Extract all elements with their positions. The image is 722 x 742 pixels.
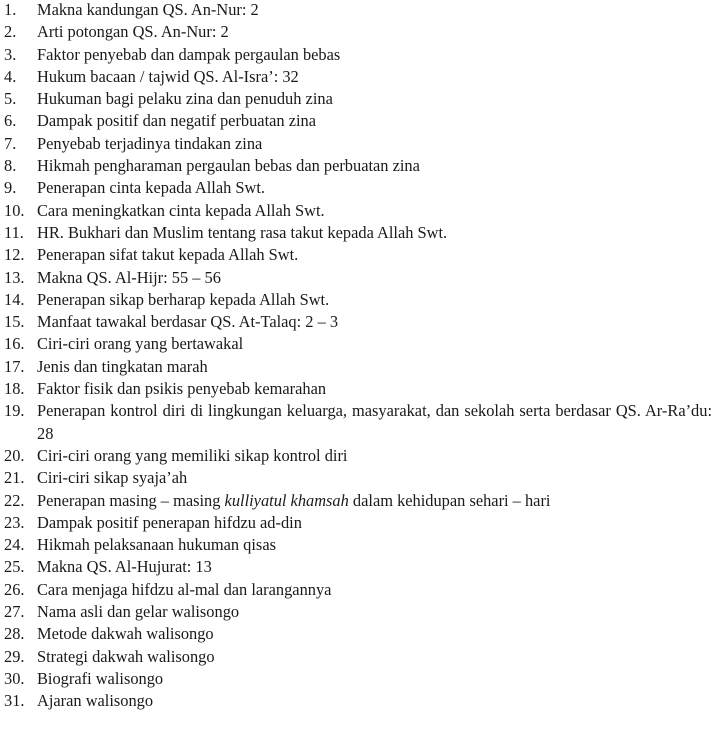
item-number: 15. [4, 312, 25, 332]
item-number: 2. [4, 22, 17, 42]
list-item [0, 467, 722, 489]
item-number: 22. [4, 490, 25, 510]
item-number: 29. [4, 646, 25, 666]
item-text: Biografi walisongo [37, 668, 164, 688]
item-text: Makna QS. Al-Hijr: 55 – 56 [37, 267, 221, 287]
list-item [0, 66, 722, 88]
list-item [0, 133, 722, 155]
list-item [0, 512, 722, 534]
item-text: Penerapan sifat takut kepada Allah Swt. [37, 245, 299, 265]
item-text-italic: kulliyatul khamsah [224, 490, 349, 510]
item-number: 20. [4, 445, 25, 465]
item-number: 28. [4, 624, 25, 644]
item-number: 16. [4, 334, 25, 354]
item-text: Manfaat tawakal berdasar QS. At-Talaq: 2 – 3 [37, 312, 339, 332]
item-text: Penyebab terjadinya tindakan zina [37, 133, 263, 153]
item-number: 8. [4, 156, 17, 176]
list-item [0, 222, 722, 244]
item-text: Cara meningkatkan cinta kepada Allah Swt. [37, 200, 325, 220]
item-number: 30. [4, 668, 25, 688]
item-number: 7. [4, 133, 17, 153]
item-number: 12. [4, 245, 25, 265]
list-item [0, 356, 722, 378]
item-text: Makna QS. Al-Hujurat: 13 [37, 557, 212, 577]
item-number: 9. [4, 178, 17, 198]
item-text: Hukum bacaan / tajwid QS. Al-Isra’: 32 [37, 66, 299, 86]
item-text: Ajaran walisongo [37, 691, 154, 711]
list-item [0, 311, 722, 333]
item-text: Strategi dakwah walisongo [37, 646, 215, 666]
item-number: 18. [4, 379, 25, 399]
item-text: Metode dakwah walisongo [37, 624, 214, 644]
list-item [0, 21, 722, 43]
item-number: 10. [4, 200, 25, 220]
item-text: Nama asli dan gelar walisongo [37, 602, 240, 622]
item-number: 6. [4, 111, 17, 131]
list-item [0, 44, 722, 66]
item-number: 21. [4, 468, 25, 488]
item-text: Penerapan kontrol diri di lingkungan keluarga, masyarakat, dan sekolah serta berdasar QS. Ar-Ra’du: 28 [37, 401, 712, 443]
list-item [0, 623, 722, 645]
list-item [0, 400, 722, 445]
list-item [0, 445, 722, 467]
item-text: Faktor fisik dan psikis penyebab kemarahan [37, 379, 327, 399]
list-item [0, 668, 722, 690]
item-number: 31. [4, 691, 25, 711]
list-item [0, 155, 722, 177]
item-text: Hukuman bagi pelaku zina dan penuduh zina [37, 89, 333, 109]
item-text: HR. Bukhari dan Muslim tentang rasa takut kepada Allah Swt. [37, 222, 448, 242]
item-text: Ciri-ciri orang yang bertawakal [37, 334, 244, 354]
item-text: Makna kandungan QS. An-Nur: 2 [37, 0, 259, 19]
list-item [0, 177, 722, 199]
item-text: Ciri-ciri orang yang memiliki sikap kontrol diri [37, 445, 348, 465]
list-item [0, 601, 722, 623]
item-number: 4. [4, 66, 17, 86]
item-number: 24. [4, 535, 25, 555]
list-item [0, 0, 722, 21]
item-number: 25. [4, 557, 25, 577]
item-text [37, 491, 550, 510]
list-item [0, 646, 722, 668]
list-item [0, 88, 722, 110]
item-number: 1. [4, 0, 17, 19]
item-number: 14. [4, 289, 25, 309]
item-number: 5. [4, 89, 17, 109]
list-item [0, 579, 722, 601]
list-item [0, 690, 722, 712]
item-number: 26. [4, 579, 25, 599]
item-number: 27. [4, 602, 25, 622]
item-text-after: dalam kehidupan sehari – hari [348, 490, 551, 510]
item-number: 23. [4, 512, 25, 532]
item-number: 19. [4, 401, 25, 421]
list-item [0, 267, 722, 289]
list-item [0, 200, 722, 222]
item-text: Penerapan cinta kepada Allah Swt. [37, 178, 266, 198]
item-number: 11. [4, 222, 24, 242]
list-item [0, 244, 722, 266]
list-item [0, 289, 722, 311]
item-text: Hikmah pengharaman pergaulan bebas dan perbuatan zina [37, 156, 420, 176]
item-number: 17. [4, 356, 25, 376]
list-item [0, 534, 722, 556]
item-text: Dampak positif penerapan hifdzu ad-din [37, 512, 302, 532]
list-item [0, 378, 722, 400]
list-item [0, 490, 722, 512]
item-text: Jenis dan tingkatan marah [37, 356, 208, 376]
list-item [0, 556, 722, 578]
item-text: Dampak positif dan negatif perbuatan zina [37, 111, 316, 131]
item-text: Penerapan sikap berharap kepada Allah Swt. [37, 289, 330, 309]
item-text: Arti potongan QS. An-Nur: 2 [37, 22, 229, 42]
item-text-before: Penerapan masing – masing [37, 490, 225, 510]
list-item [0, 333, 722, 355]
list-item [0, 110, 722, 132]
item-text: Hikmah pelaksanaan hukuman qisas [37, 535, 276, 555]
item-text: Ciri-ciri sikap syaja’ah [37, 468, 188, 488]
item-text: Faktor penyebab dan dampak pergaulan bebas [37, 44, 341, 64]
item-text: Cara menjaga hifdzu al-mal dan larangannya [37, 579, 332, 599]
item-number: 13. [4, 267, 25, 287]
item-number: 3. [4, 44, 17, 64]
